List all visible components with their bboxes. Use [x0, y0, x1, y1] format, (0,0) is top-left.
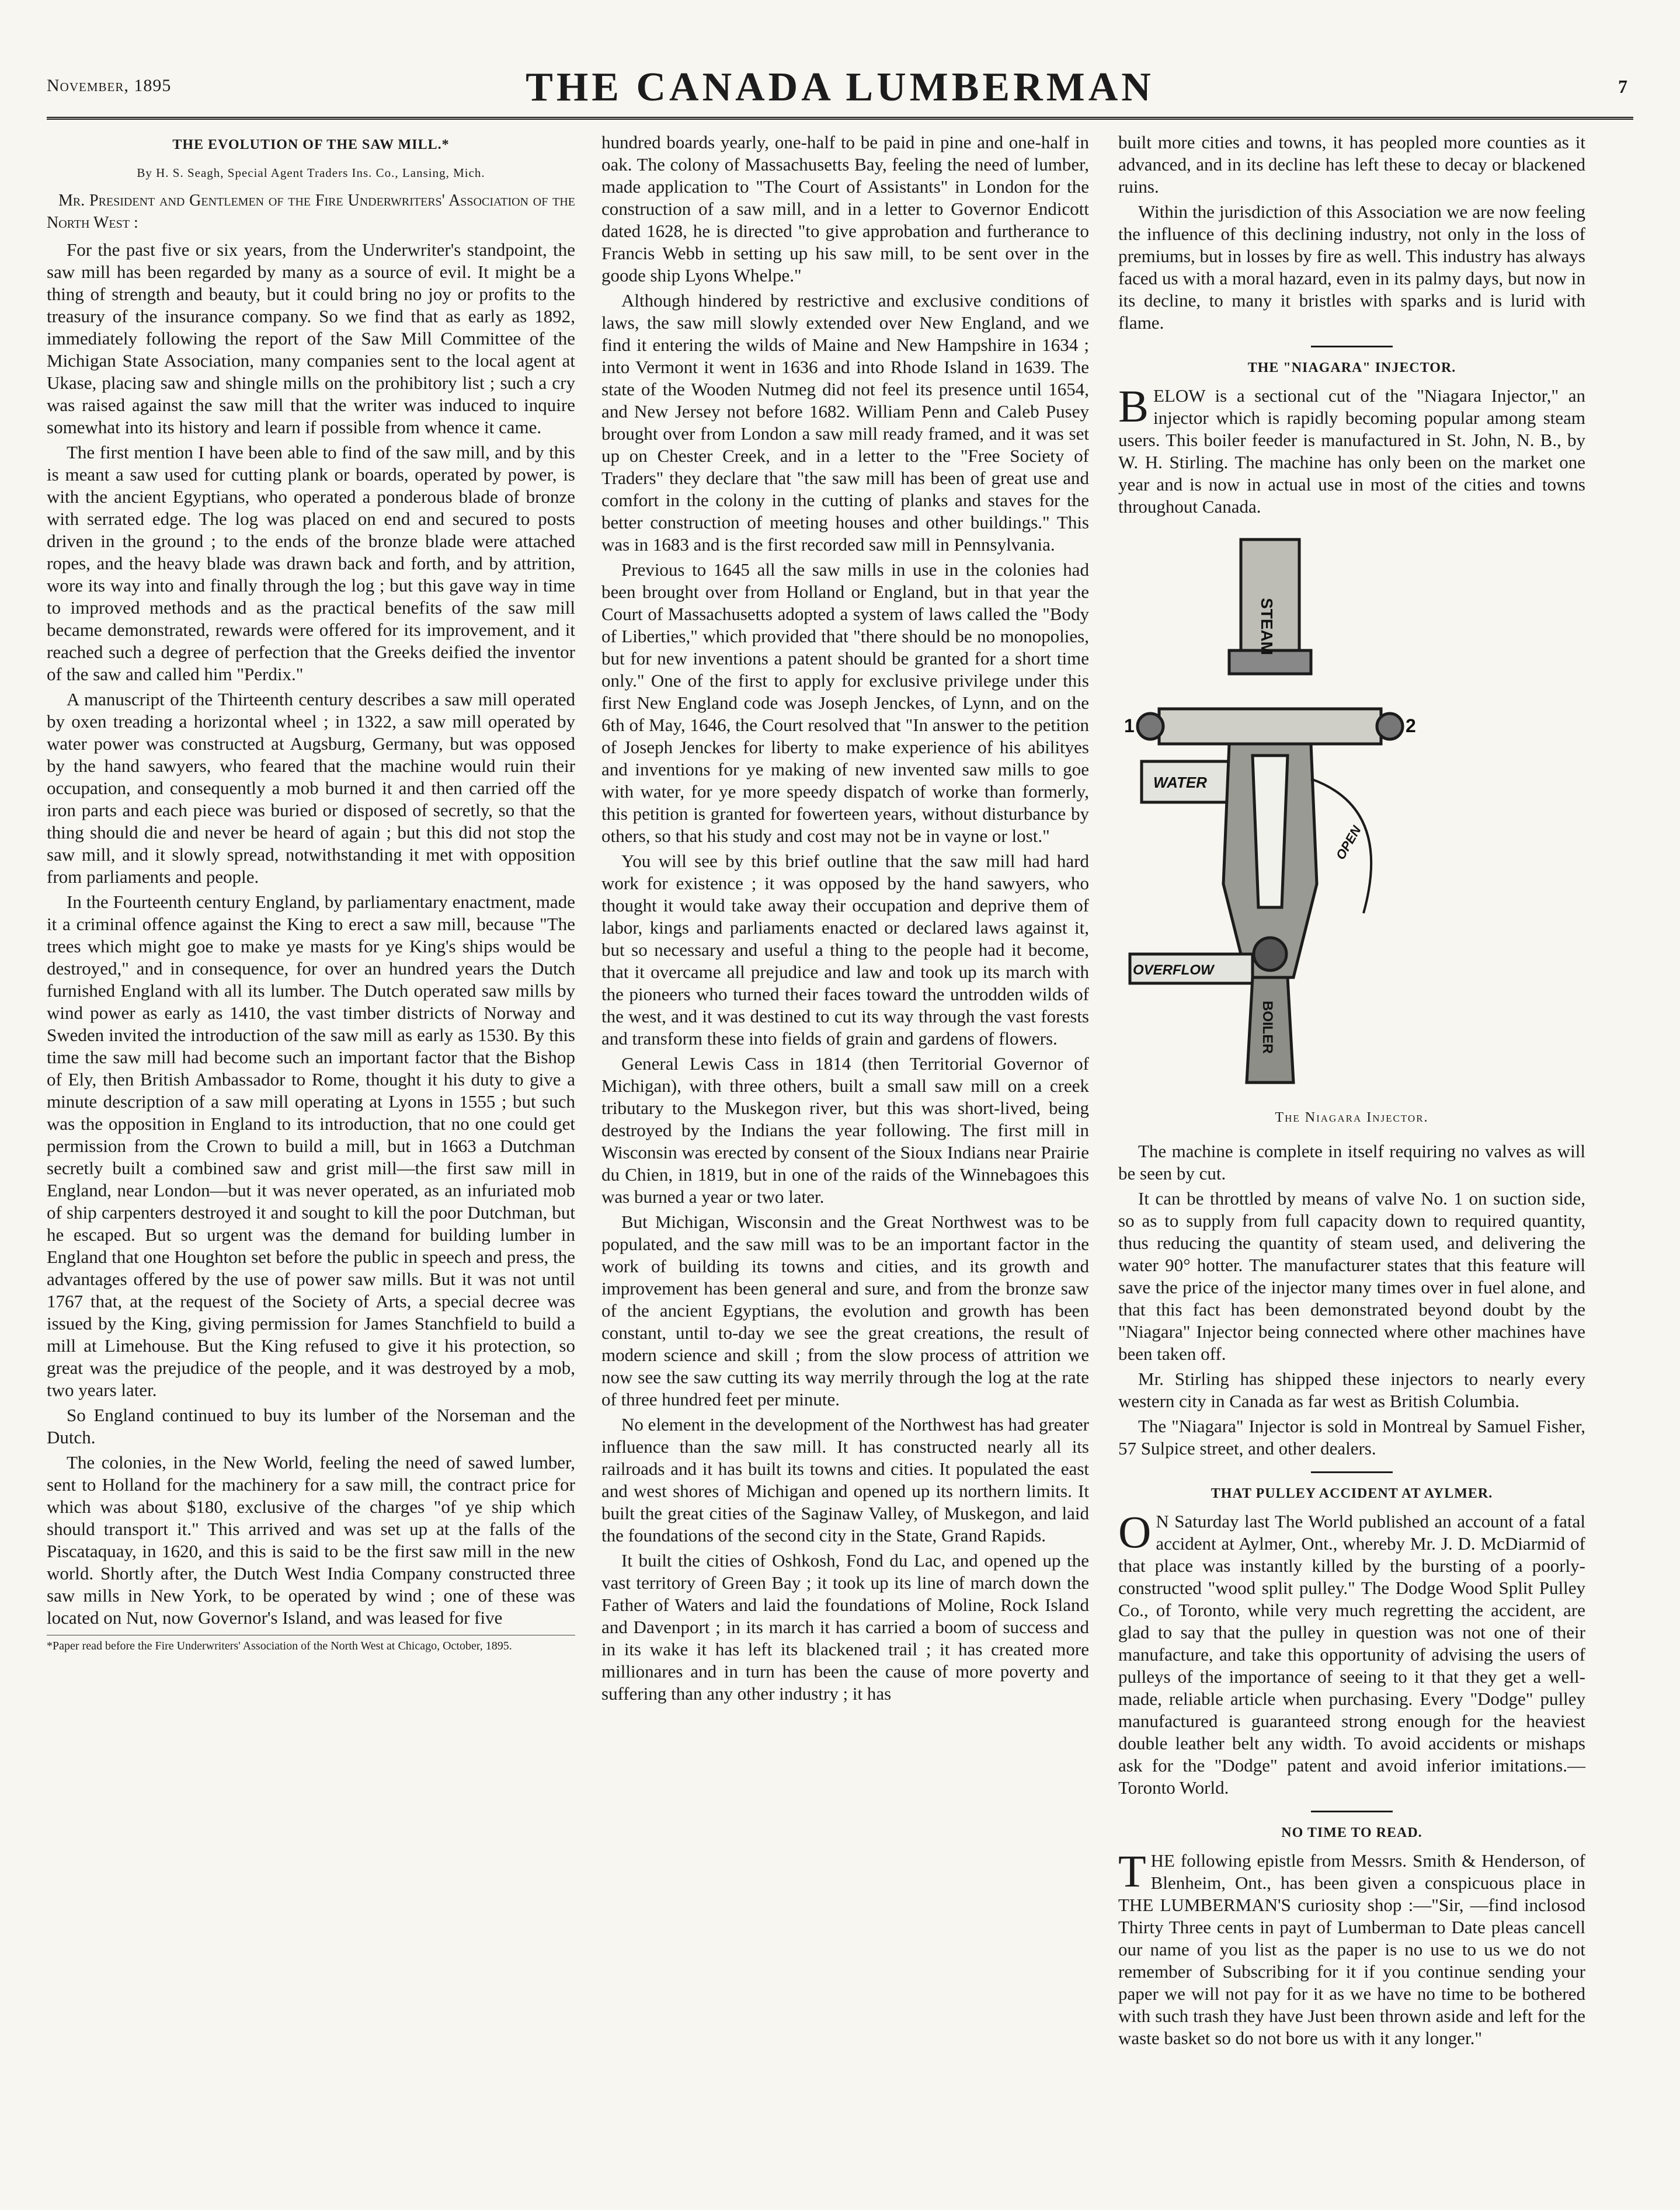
boiler-label: BOILER: [1260, 1001, 1275, 1054]
saw-mill-footnote: *Paper read before the Fire Underwriters' Association of the North West at Chicago, October, 1895.: [47, 1635, 575, 1653]
no-time-body: [1118, 1846, 1585, 2049]
valve-bar: [1159, 709, 1381, 744]
saw-mill-paragraph: A manuscript of the Thirteenth century describes a saw mill operated by oxen treading a horizontal wheel ; in 1322, a saw mill operated by water power was constructed at Augsburg, Germany, but was opposed by the hand sawyers, who feared that the machine would ruin their occupation, and consequently a mob burned it and then carried off the iron parts and each piece was buried or disposed of secretly, so that the thing should die and never be heard of again ; but this did not stop the saw mill, and it slowly spread, notwithstanding it met with opposition from parliaments and people.: [47, 689, 575, 887]
saw-mill-paragraph: built more cities and towns, it has peopled more counties as it advanced, and in its decline has left these to decay or blackened ruins.: [1118, 132, 1585, 197]
section-divider: [1311, 346, 1393, 347]
niagara-intro: [1118, 381, 1585, 518]
niagara-injector-figure: [1118, 534, 1422, 1094]
saw-mill-paragraph: It built the cities of Oshkosh, Fond du Lac, and opened up the vast territory of Green Bay ; it took up its line of march down the Father of Waters and laid the foundations of Moline, Rock Island and Davenport ; in its march it has carried a boom of success and in its wake it has left its blackened trail ; it has created more millionares and in turn has been the cause of more poverty and suffering than any other industry ; it has: [601, 1550, 1089, 1704]
valve-2: [1377, 714, 1403, 739]
saw-mill-salutation: Mr. President and Gentlemen of the Fire Underwriters' Association of the North West :: [47, 192, 575, 232]
column-1: [47, 131, 575, 1656]
section-divider: [1311, 1471, 1393, 1473]
saw-mill-paragraph: Within the jurisdiction of this Association we are now feeling the influence of this declining industry, not only in the loss of premiums, but in losses by fire as well. This industry has always faced us with a moral hazard, even in its palmy days, but now in its decline, to many it bristles with sparks and is lurid with flame.: [1118, 201, 1585, 333]
pulley-body: [1118, 1506, 1585, 1799]
saw-mill-paragraph: But Michigan, Wisconsin and the Great Northwest was to be populated, and the saw mill was to be an important factor in the work of building its towns and cities, and its growth and improvement has been general and sure, and from the bronze saw of the ancient Egyptians, the evolution and growth has been constant, until to-day we see the great creations, the result of modern science and skill ; from the slow process of attrition we now see the saw cutting its way merrily through the log at the rate of three hundred feet per minute.: [601, 1212, 1089, 1409]
overflow-label: OVERFLOW: [1133, 962, 1214, 978]
valve-1-label: 1: [1124, 715, 1135, 736]
niagara-title: THE "NIAGARA" INJECTOR.: [1247, 360, 1456, 375]
saw-mill-paragraph: Although hindered by restrictive and exclusive conditions of laws, the saw mill slowly extended over New England, and we find it entering the wilds of Maine and New Hampshire in 1634 ; into Vermont it went in 1636 and into Rhode Island in 1639. The state of the Wooden Nutmeg did not feel its presence until 1654, and New Jersey not before 1682. William Penn and Caleb Pusey brought over from London a saw mill ready framed, and it was set up on Chester Creek, and in a letter to the "Free Society of Traders" they declare that "the saw mill has been of great use and comfort in the colony in the cutting of planks and staves for the better construction of meeting houses and other buildings." This was in 1683 and is the first recorded saw mill in Pennsylvania.: [601, 290, 1089, 555]
niagara-paragraph: The machine is complete in itself requiring no valves as will be seen by cut.: [1118, 1141, 1585, 1184]
saw-mill-paragraph: So England continued to buy its lumber of the Norseman and the Dutch.: [47, 1405, 575, 1447]
masthead: [47, 64, 1633, 120]
saw-mill-paragraph: In the Fourteenth century England, by parliamentary enactment, made it a criminal offence against the King to erect a saw mill, because "The trees which might goe to make ye masts for ye King's ships would be destroyed," and in consequence, for over an hundred years the Dutch furnished England with all its lumber. The Dutch operated saw mills by wind power as early as 1410, the vast timber districts of Norway and Sweden invited the introduction of the saw mill as early as 1530. By this time the saw mill had become such an important factor that the Bishop of Ely, then British Ambassador to Rome, thought it his duty to give a minute description of a saw mill operating at Lyons in 1555 ; but such was the opposition in England to its introduction, that no one could get permission from the Crown to build a mill, but in 1663 a Dutchman secretly built a combined saw and grist mill—the first saw mill in England, near London—but it was never operated, as an infuriated mob of ship carpenters destroyed it and sought to kill the poor Dutchman, but he escaped. But so urgent was the demand for building lumber in England that one Houghton set before the public in speech and press, the advantages offered by the use of power saw mills. But it was not until 1767 that, at the request of the Society of Arts, a special decree was issued by the King, giving permission for James Stanchfield to build a mill at Limehouse. But the King refused to give it his protection, so great was the prejudice of the people, and it was destroyed by a mob, two years later.: [47, 892, 575, 1400]
water-label: WATER: [1153, 774, 1207, 791]
pulley-text: N Saturday last The World published an account of a fatal accident at Aylmer, Ont., whereby Mr. J. D. McDiarmid of that place was instantly killed by the bursting of a poorly-constructed "wood split pulley." The Dodge Wood Split Pulley Co., of Toronto, while very much regretting the accident, are glad to say that the pulley in question was not one of their manufacture, and take this opportunity of advising the users of pulleys of the importance of seeing to it that they get a well-made, reliable article when purchasing. Every "Dodge" pulley manufactured is guaranteed strong enough for the heaviest double leather belt any width. To avoid accidents or mishaps ask for the "Dodge" patent and avoid inferior imitations.—Toronto World.: [1118, 1511, 1585, 1798]
niagara-paragraph: The "Niagara" Injector is sold in Montreal by Samuel Fisher, 57 Sulpice street, and other dealers.: [1118, 1416, 1585, 1459]
valve-1: [1138, 714, 1163, 739]
niagara-dropcap: B: [1118, 381, 1149, 431]
section-divider: [1311, 1811, 1393, 1812]
pulley-title: THAT PULLEY ACCIDENT AT AYLMER.: [1211, 1486, 1493, 1501]
newspaper-title: THE CANADA LUMBERMAN: [526, 65, 1154, 110]
niagara-paragraph: It can be throttled by means of valve No. 1 on suction side, so as to supply from full capacity down to required quantity, thus reducing the quantity of steam used, and delivering the water 90° hotter. The manufacturer states that this feature will save the price of the injector many times over in fuel alone, and that this fact has been demonstrated beyond doubt by the "Niagara" Injector being connected where other machines have been taken off.: [1118, 1188, 1585, 1364]
saw-mill-paragraph: The first mention I have been able to find of the saw mill, and by this is meant a saw used for cutting plank or boards, operated by power, is with the ancient Egyptians, who operated a ponderous blade of bronze with serrated edge. The log was placed on end and secured to posts driven in the ground ; to the ends of the bronze blade were attached ropes, and the heavy blade was drawn back and forth, and by attrition, wore its way into and finally through the log ; but this gave way in time to improved methods and as the practical benefits of the saw mill became demonstrated, rewards were offered for its improvement, and it reached such a degree of perfection that the Greeks deified the inventor of the saw and called him "Perdix.": [47, 442, 575, 684]
saw-mill-title: THE EVOLUTION OF THE SAW MILL.*: [172, 137, 450, 152]
saw-mill-paragraph: For the past five or six years, from the Underwriter's standpoint, the saw mill has been regarded by many as a source of evil. It might be a thing of strength and beauty, but it could bring no joy or profits to the treasury of the insurance company. So we find that as early as 1892, immediately following the report of the Saw Mill Committee of the Michigan State Association, many companies sent to the local agent at Ukase, placing saw and shingle mills on the prohibitory list ; such a cry was raised against the saw mill that the writer was induced to inquire somewhat into its history and learn if possible from whence it came.: [47, 239, 575, 437]
saw-mill-paragraph: Previous to 1645 all the saw mills in use in the colonies had been brought over from Holland or England, but in that year the Court of Massachusetts adopted a system of laws called the "Body of Liberties," which provided that "there should be no monopolies, but for new inventions a patent should be granted for a short time only." One of the first to apply for exclusive privilege under this first New England code was Joseph Jenckes, of Lynn, and on the 6th of May, 1646, the Court resolved that "In answer to the petition of Joseph Jenckes for liberty to make experience of his abilityes and inventions for ye making of new invented saw mills to goe with water, for ye more speedy dispatch of worke than formerly, this petition is granted for fowerteen years, without disturbance by others, so that his study and cost may not be in vayne or lost.": [601, 559, 1089, 846]
open-label: OPEN: [1333, 823, 1364, 862]
column-2: [601, 131, 1089, 1708]
niagara-paragraph: Mr. Stirling has shipped these injectors to nearly every western city in Canada as far west as British Columbia.: [1118, 1369, 1585, 1411]
steam-label: STEAM: [1258, 598, 1276, 655]
column-3: [1118, 131, 1585, 2052]
niagara-figure-caption: The Niagara Injector.: [1275, 1110, 1429, 1125]
no-time-text: HE following epistle from Messrs. Smith & Henderson, of Blenheim, Ont., has been given a conspicuous place in THE LUMBERMAN'S curiosity shop :—"Sir, —find inclosod Thirty Three cents in payt of Lumberman to Date pleas cancell our name of you list as the paper is no use to us we do not remember of Subscribing for it if you continue sending your paper we will not pay for it as we have no time to be bothered with such trash they have Just been thrown aside and left for the waste basket so do not bore us with it any longer.": [1118, 1850, 1585, 2048]
saw-mill-paragraph: No element in the development of the Northwest has had greater influence than the saw mill. It has constructed nearly all its railroads and it has built its towns and cities. It populated the east and west shores of Michigan and opened up its northern limits. It built the great cities of the Saginaw Valley, of Muskegon, and laid the foundations of the second city in the State, Grand Rapids.: [601, 1414, 1089, 1546]
saw-mill-byline: By H. S. Seagh, Special Agent Traders Ins. Co., Lansing, Mich.: [137, 166, 485, 180]
saw-mill-paragraph: hundred boards yearly, one-half to be paid in pine and one-half in oak. The colony of Massachusetts Bay, feeling the need of lumber, made application to "The Court of Assistants" in London for the construction of a saw mill, and in a letter to Governor Endicott dated 1628, he is directed "to give approbation and furtherance to Francis Webb in setting up his saw mill, to be sent over in the goode ship Lyons Whelpe.": [601, 132, 1089, 286]
page-number: 7: [1618, 76, 1627, 97]
issue-date: November, 1895: [47, 76, 172, 95]
no-time-title: NO TIME TO READ.: [1281, 1825, 1422, 1840]
saw-mill-paragraph: General Lewis Cass in 1814 (then Territorial Governor of Michigan), with three others, built a small saw mill on a creek tributary to the Muskegon river, but this was short-lived, being destroyed by the Indians the year following. The first mill in Wisconsin was erected by consent of the Sioux Indians near Prairie du Chien, in 1819, but in one of the raids of the Winnebagoes this was burned a year or two later.: [601, 1053, 1089, 1207]
saw-mill-paragraph: You will see by this brief outline that the saw mill had hard work for existence ; it was opposed by the hand sawyers, who thought it would take away their occupation and deprive them of labor, kings and parliaments enacted or declared laws against it, but so necessary and useful a thing to the people had it become, that it overcame all prejudice and law and took up its march with the pioneers who turned their faces toward the untrodden wilds of the west, and it was destined to cut its way through the vast forests and transform these into fields of grain and gardens of flowers.: [601, 851, 1089, 1049]
saw-mill-paragraph: The colonies, in the New World, feeling the need of sawed lumber, sent to Holland for the machinery for a saw mill, the contract price for which was about $180, exclusive of the charges "of ye ship which should transport it." This arrived and was set up at the falls of the Piscataquay, in 1620, and this is said to be the first saw mill in the new world. Shortly after, the Dutch West India Company constructed three saw mills in New York, to be operated by wind ; one of these was located on Nut, now Governor's Island, and was leased for five: [47, 1452, 575, 1628]
niagara-intro-text: ELOW is a sectional cut of the "Niagara Injector," an injector which is rapidly becoming popular among steam users. This boiler feeder is manufactured in St. John, N. B., by W. H. Stirling. The machine has only been on the market one year and is now in actual use in most of the cities and towns throughout Canada.: [1118, 385, 1585, 517]
pulley-dropcap: O: [1118, 1506, 1152, 1557]
no-time-dropcap: T: [1118, 1846, 1146, 1896]
valve-2-label: 2: [1406, 715, 1416, 736]
